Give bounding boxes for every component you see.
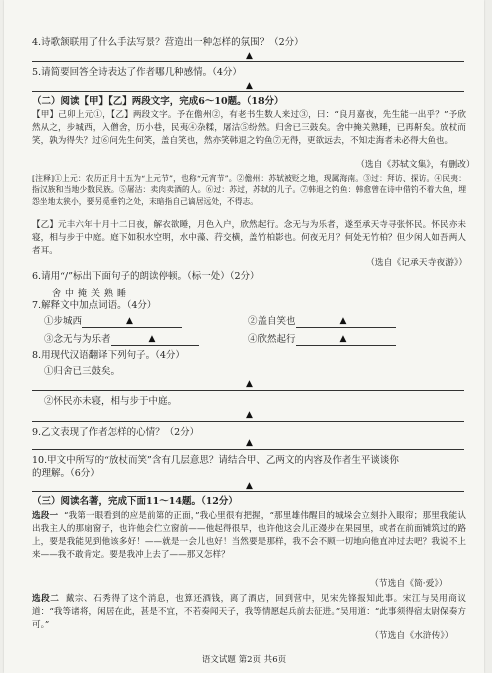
answer-marker-triangle-icon: ▲ bbox=[246, 410, 253, 420]
answer-marker-triangle-icon: ▲ bbox=[246, 438, 253, 448]
answer-marker-triangle-icon: ▲ bbox=[339, 316, 347, 326]
page-footer: 语文试题 第2页 共6页 bbox=[201, 655, 287, 665]
answer-marker-triangle-icon: ▲ bbox=[246, 81, 253, 91]
question-10-line-1: 10.甲文中所写的“放杖而笑”含有几层意思？请结合甲、乙两文的内容及作者生平谈谈你 bbox=[32, 455, 399, 466]
passage-jia: 【甲】己卯上元①，【乙】两段文字。予在儋州②，有老书生数人来过③，曰：“良月嘉夜，先生能一出乎？”予欣然从之，步城西，入僧舍，历小巷，民夷④杂糅，屠沽⑤纷然。归舍已三鼓矣。舍中掩关熟睡，已再鼾矣。放杖而笑，孰为得失？过⑥问先生何笑，盖自笑也，然亦笑韩退之钓鱼⑦无得，更欲远去，不知走海者未必得大鱼也。 bbox=[32, 110, 466, 146]
passage-yi: 【乙】元丰六年十月十二日夜，解衣欲睡，月色入户，欣然起行。念无与为乐者，遂至承天寺寻张怀民。怀民亦未寝，相与步于中庭。庭下如积水空明，水中藻、荇交横，盖竹柏影也。何夜无月？何处无竹柏？但少闲人如吾两人者耳。 bbox=[32, 220, 466, 256]
question-4: 4.诗歌颔联用了什么手法写景？营造出一种怎样的氛围？（2分） bbox=[32, 37, 304, 48]
exam-page bbox=[4, 0, 484, 673]
question-6-sentence[interactable]: 舍中掩关熟睡 bbox=[52, 289, 131, 299]
answer-line[interactable] bbox=[32, 421, 464, 422]
answer-marker-triangle-icon: ▲ bbox=[246, 379, 253, 389]
question-8: 8.用现代汉语翻译下列句子。（4分） bbox=[32, 350, 185, 361]
answer-marker-triangle-icon: ▲ bbox=[148, 334, 156, 344]
q8-item-2: ②怀民亦未寝，相与步于中庭。 bbox=[44, 396, 178, 407]
answer-marker-triangle-icon: ▲ bbox=[339, 334, 347, 344]
selection-2-source: （节选自《水浒传》） bbox=[370, 631, 454, 641]
section-3-title: （三）阅读名著，完成下面11～14题。（12分） bbox=[32, 496, 238, 507]
question-10-line-2: 的理解。（6分） bbox=[32, 468, 100, 479]
question-7: 7.解释文中加点词语。（4分） bbox=[32, 300, 157, 311]
question-6: 6.请用“/”标出下面句子的朗读停顿。（标一处）（2分） bbox=[32, 271, 260, 282]
answer-marker-triangle-icon: ▲ bbox=[246, 51, 253, 61]
answer-line[interactable] bbox=[32, 61, 464, 62]
selection-1: 选段一 “我第一眼看到的应是前第的正面，”我心里很有把握，“那里雄伟醒目的城垛会立刻扑入眼帘；那里我能认出我主人的那扇窗子，也许他会伫立窗前——他起得很早，也许他这会儿正漫步在果园里，或者在前面铺筑过的路上，要是我能见到他该多好！——就是一会儿也好！当然要是那样，我不会不顾一切地向他直冲过去吧？我说不上来——我不敢肯定。要是我冲上去了——那又怎样？ bbox=[32, 511, 466, 560]
passage-yi-source: （选自《记承天寺夜游》） bbox=[366, 258, 468, 268]
q7-item-4[interactable]: ④欣然起行 ▲ bbox=[248, 334, 396, 346]
question-9: 9.乙文表现了作者怎样的心情？（2分） bbox=[32, 427, 200, 438]
question-5: 5.请简要回答全诗表达了作者哪几种感情。（4分） bbox=[32, 67, 242, 78]
answer-line[interactable] bbox=[32, 390, 464, 391]
answer-line[interactable] bbox=[32, 91, 464, 92]
section-2-title: （二）阅读【甲】【乙】两段文字，完成6～10题。（18分） bbox=[32, 96, 284, 107]
q7-item-1[interactable]: ①步城西 ▲ bbox=[44, 316, 182, 328]
q7-item-3[interactable]: ③念无与为乐者 ▲ bbox=[44, 334, 199, 346]
answer-line[interactable] bbox=[32, 449, 464, 450]
selection-2: 选段二 戴宗、石秀得了这个消息，也算还酒钱，离了酒店，回到营中，见宋先锋报知此事。宋江与吴用商议道：“我等诸将，闲居在此，甚是不宜，不若奏闻天子，我等情愿起兵前去征进。”吴用道：“此事须得宿太尉保奏方可。” bbox=[32, 594, 466, 630]
passage-notes: [注释]①上元：农历正月十五为“上元节”，也称“元宵节”。②儋州：苏轼被贬之地，现属海南。③过：拜访、探访。④民夷：指汉族和当地少数民族。⑤屠沽：卖肉卖酒的人。⑥过：苏过，苏轼的儿子。⑦韩退之钓鱼：韩愈曾在诗中借钓不着大鱼，埋怨坐地太狭小，要另觅垂钓之处，末暗指自己谪居远处，不得志。 bbox=[32, 174, 466, 206]
q8-item-1: ①归舍已三鼓矣。 bbox=[44, 366, 121, 377]
passage-jia-source: （选自《苏轼文集》，有删改） bbox=[356, 160, 475, 170]
answer-marker-triangle-icon: ▲ bbox=[246, 481, 253, 491]
selection-1-source: （节选自《简·爱》） bbox=[370, 579, 448, 589]
q7-item-2[interactable]: ②盖自笑也 ▲ bbox=[248, 316, 396, 328]
answer-line[interactable] bbox=[32, 491, 464, 492]
answer-marker-triangle-icon: ▲ bbox=[126, 316, 133, 326]
